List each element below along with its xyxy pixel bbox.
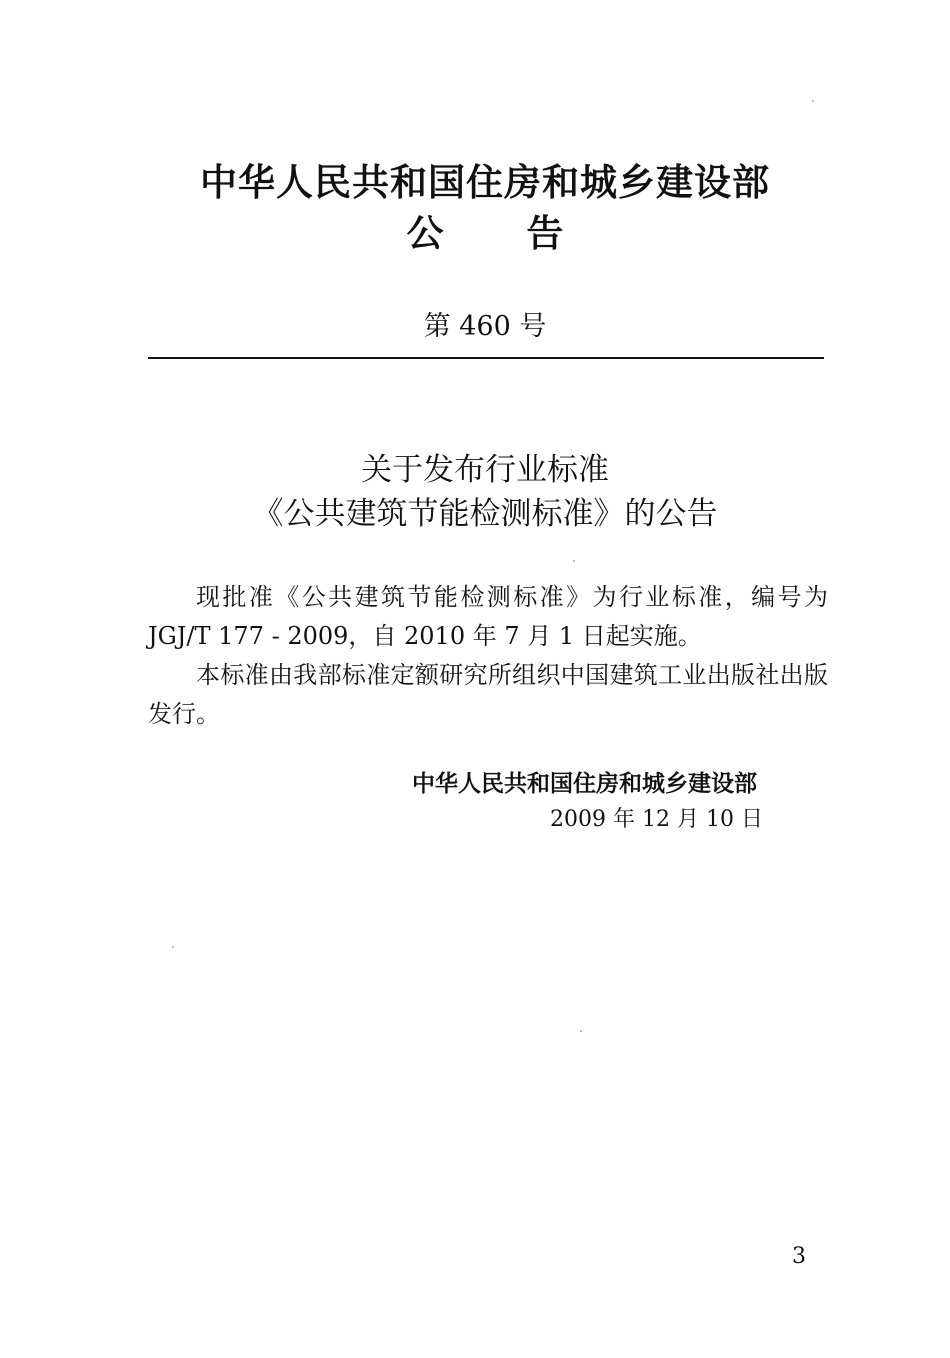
scan-speck	[573, 560, 575, 562]
issue-number: 第 460 号	[423, 311, 547, 342]
signature-date: 2009 年 12 月 10 日	[550, 807, 763, 832]
notice-heading: 公 告	[406, 212, 564, 255]
notice-body	[148, 578, 828, 734]
scan-speck	[580, 1030, 582, 1032]
body-paragraph-1: 现批准《公共建筑节能检测标准》为行业标准，编号为 JGJ/T 177 - 2009，自 2010 年 7 月 1 日起实施。	[148, 583, 828, 650]
scan-speck	[812, 100, 814, 102]
header-divider	[148, 357, 824, 359]
body-paragraph-2: 本标准由我部标准定额研究所组织中国建筑工业出版社出版发行。	[148, 661, 828, 728]
subject-line-2: 《公共建筑节能检测标准》的公告	[252, 496, 718, 532]
page-number: 3	[792, 1244, 806, 1269]
scan-speck	[172, 946, 174, 948]
ministry-title: 中华人民共和国住房和城乡建设部	[200, 161, 770, 204]
subject-line-1: 关于发布行业标准	[361, 452, 609, 488]
signature-organization: 中华人民共和国住房和城乡建设部	[412, 771, 757, 797]
